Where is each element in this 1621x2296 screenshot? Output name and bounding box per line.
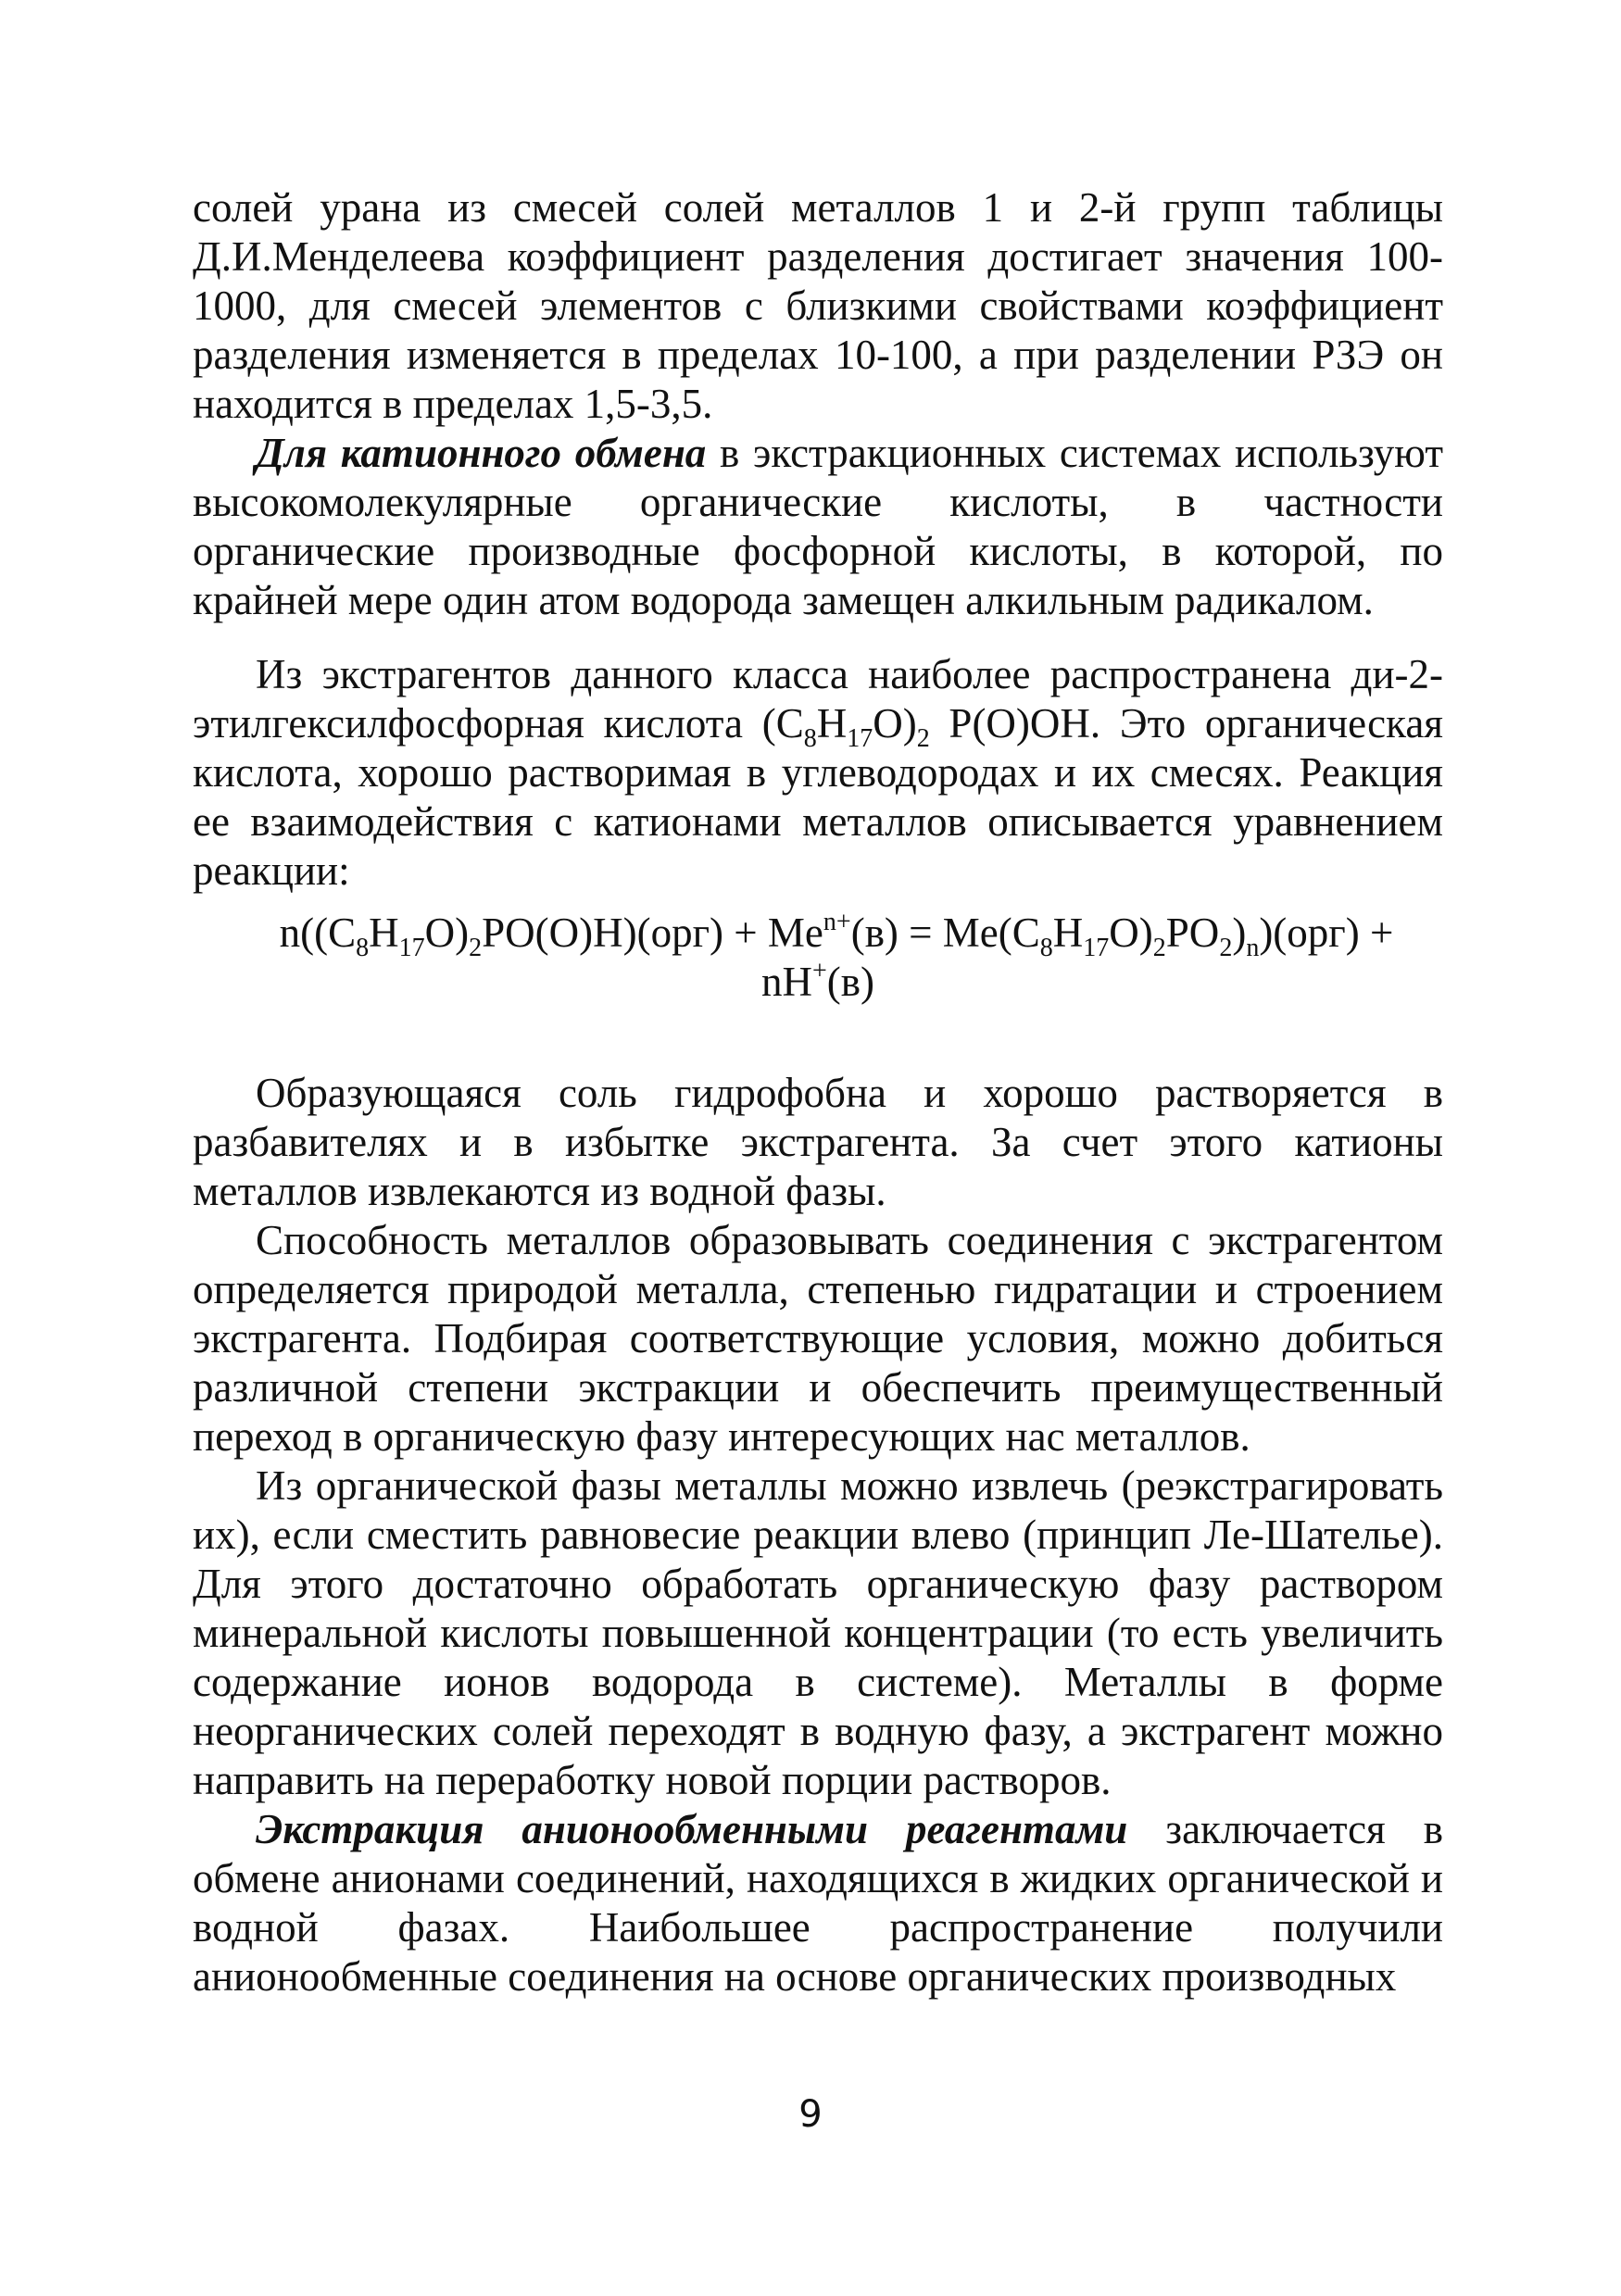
paragraph-cation-exchange: Для катионного обмена в экстракционных системах используют высокомолекулярные органические кислоты, в частности органические производные фосфорной кислоты, в которой, по крайней мере один атом водорода замещен алкильным радикалом. <box>193 430 1443 623</box>
page-body <box>193 183 1443 2001</box>
reaction-equation <box>193 909 1443 1007</box>
term-cation-exchange: Для катионного обмена <box>256 430 707 476</box>
page-number: 9 <box>798 2093 823 2136</box>
equation-line-1: $n((C_8H_{17}O)_2PO(O)H)(орг) + Me^{n+}(в) = Me(C_8H_{17}O)_2PO_2)_n)(орг)$ + <box>279 908 1394 962</box>
term-anion-exchange: Экстракция анионообменными реагентами <box>256 1806 1128 1852</box>
paragraph-d2ehpa: Из экстрагентов данного класса наиболее распространена ди-2-этилгексилфосфорная кислота $(C_8H_{17}O)_2$ P(O)OH. Это органическая кислота, хорошо растворимая в углеводородах и их смесях. Реакция ее взаимодействия с катионами металлов описывается уравнением реакции: <box>193 651 1443 894</box>
paragraph-metal-ability: Способность металлов образовывать соединения с экстрагентом определяется природой металла, степенью гидратации и строением экстрагента. Подбирая соответствующие условия, можно добиться различной степени экстракции и обеспечить преимущественный переход в органическую фазу интересующих нас металлов. <box>193 1217 1443 1460</box>
paragraph-anion-exchange: Экстракция анионообменными реагентами заключается в обмене анионами соединений, находящихся в жидких органической и водной фазах. Наибольшее распространение получили анионообменные соединения на основе органических производных <box>193 1806 1443 2000</box>
paragraph-re-extraction: Из органической фазы металлы можно извлечь (реэкстрагировать их), если сместить равновесие реакции влево (принцип Ле-Шателье). Для этого достаточно обработать органическую фазу раствором минеральной кислоты повышенной концентрации (то есть увеличить содержание ионов водорода в системе). Металлы в форме неорганических солей переходят в водную фазу, а экстрагент можно направить на переработку новой порции растворов. <box>193 1462 1443 1803</box>
paragraph-uranium-separation: солей урана из смесей солей металлов 1 и 2-й групп таблицы Д.И.Менделеева коэффициент разделения достигает значения 100-1000, для смесей элементов с близкими свойствами коэффициент разделения изменяется в пределах 10-100, а при разделении РЗЭ он находится в пределах 1,5-3,5. <box>193 184 1443 427</box>
equation-line-2: nH+(в) <box>760 957 874 1005</box>
paragraph-hydrophobic-salt: Образующаяся соль гидрофобна и хорошо растворяется в разбавителях и в избытке экстрагента. За счет этого катионы металлов извлекаются из водной фазы. <box>193 1070 1443 1214</box>
